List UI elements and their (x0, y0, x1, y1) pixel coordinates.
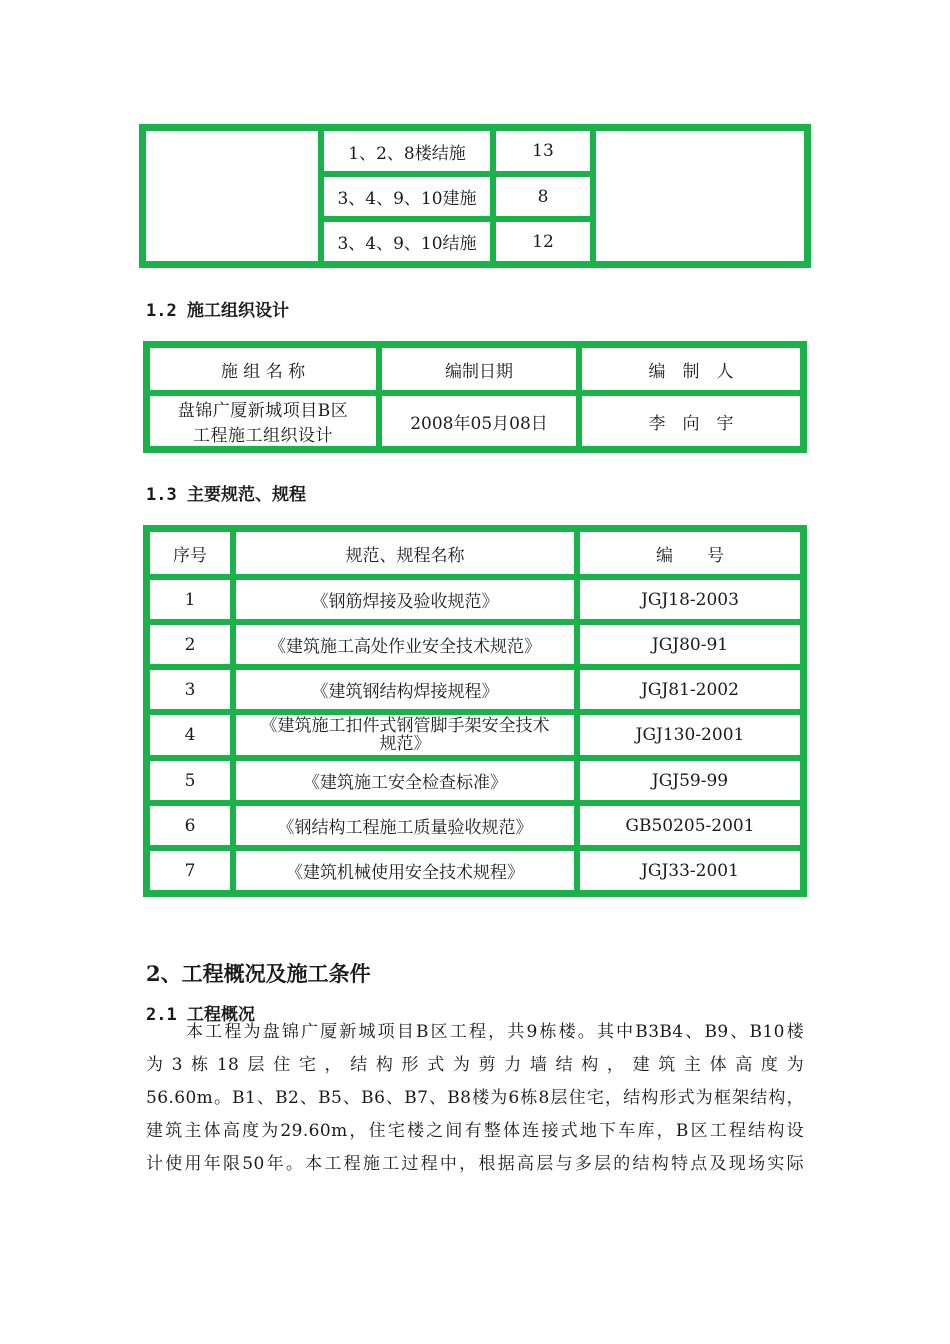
drawing-count-cell: 8 (493, 174, 593, 219)
merged-note-cell (593, 128, 807, 264)
drawing-name-cell: 3、4、9、10建施 (321, 174, 493, 219)
row-standard-name: 《钢结构工程施工质量验收规范》 (233, 803, 577, 848)
design-name-line1: 盘锦广厦新城项目B区 (177, 401, 349, 421)
design-name-line2: 工程施工组织设计 (193, 426, 333, 446)
row-no: 1 (147, 577, 233, 622)
paragraph-line: 为3栋18层住宅，结构形式为剪力墙结构，建筑主体高度为 (146, 1055, 804, 1075)
drawings-table-fragment (139, 124, 811, 268)
row-no: 4 (147, 712, 233, 758)
table-row (147, 577, 803, 622)
drawing-count-cell: 13 (493, 128, 593, 174)
drawing-name-cell: 1、2、8楼结施 (321, 128, 493, 174)
row-no: 5 (147, 758, 233, 803)
drawing-count-cell: 12 (493, 219, 593, 264)
row-code: JGJ80-91 (577, 622, 803, 667)
construction-design-table (143, 341, 807, 453)
table-row (147, 712, 803, 758)
table-row (147, 667, 803, 712)
row-no: 2 (147, 622, 233, 667)
drawing-name-cell: 3、4、9、10结施 (321, 219, 493, 264)
row-code: JGJ59-99 (577, 758, 803, 803)
row-standard-name: 《建筑钢结构焊接规程》 (233, 667, 577, 712)
row-code: GB50205-2001 (577, 803, 803, 848)
chapter-heading-2: 2、工程概况及施工条件 (146, 961, 371, 986)
paragraph-line: 本工程为盘锦广厦新城项目B区工程，共9栋楼。其中B3B4、B9、B10楼 (186, 1022, 804, 1042)
row-code: JGJ130-2001 (577, 712, 803, 758)
row-standard-name: 《建筑施工扣件式钢管脚手架安全技术规范》 (233, 712, 577, 758)
paragraph-line: 建筑主体高度为29.60m，住宅楼之间有整体连接式地下车库，B区工程结构设 (146, 1121, 804, 1141)
merged-category-cell (143, 128, 321, 264)
header-date: 编制日期 (379, 345, 579, 393)
standards-table (143, 525, 807, 897)
header-no: 序号 (147, 529, 233, 577)
design-author-cell: 李 向 宇 (579, 393, 803, 449)
row-code: JGJ81-2002 (577, 667, 803, 712)
paragraph-line: 56.60m。B1、B2、B5、B6、B7、B8楼为6栋8层住宅，结构形式为框架结构， (146, 1088, 804, 1108)
row-code: JGJ33-2001 (577, 848, 803, 893)
table-row (147, 803, 803, 848)
section-heading-2-1: 2.1 工程概况 (146, 1005, 255, 1025)
header-standard-name: 规范、规程名称 (233, 529, 577, 577)
table-row (147, 758, 803, 803)
row-no: 7 (147, 848, 233, 893)
row-standard-name: 《建筑施工高处作业安全技术规范》 (233, 622, 577, 667)
row-standard-name: 《建筑施工安全检查标准》 (233, 758, 577, 803)
row-no: 3 (147, 667, 233, 712)
table-row (147, 622, 803, 667)
paragraph-line: 计使用年限50年。本工程施工过程中，根据高层与多层的结构特点及现场实际 (146, 1154, 804, 1174)
row-no: 6 (147, 803, 233, 848)
header-author: 编 制 人 (579, 345, 803, 393)
section-heading-1-3: 1.3 主要规范、规程 (146, 485, 306, 505)
row-standard-name: 《建筑机械使用安全技术规程》 (233, 848, 577, 893)
table-row (147, 848, 803, 893)
project-overview-paragraph (146, 1016, 804, 1181)
row-standard-name: 《钢筋焊接及验收规范》 (233, 577, 577, 622)
design-date-cell: 2008年05月08日 (379, 393, 579, 449)
row-code: JGJ18-2003 (577, 577, 803, 622)
header-code: 编 号 (577, 529, 803, 577)
design-name-cell (147, 393, 379, 449)
header-design-name: 施 组 名 称 (147, 345, 379, 393)
section-heading-1-2: 1.2 施工组织设计 (146, 301, 289, 321)
